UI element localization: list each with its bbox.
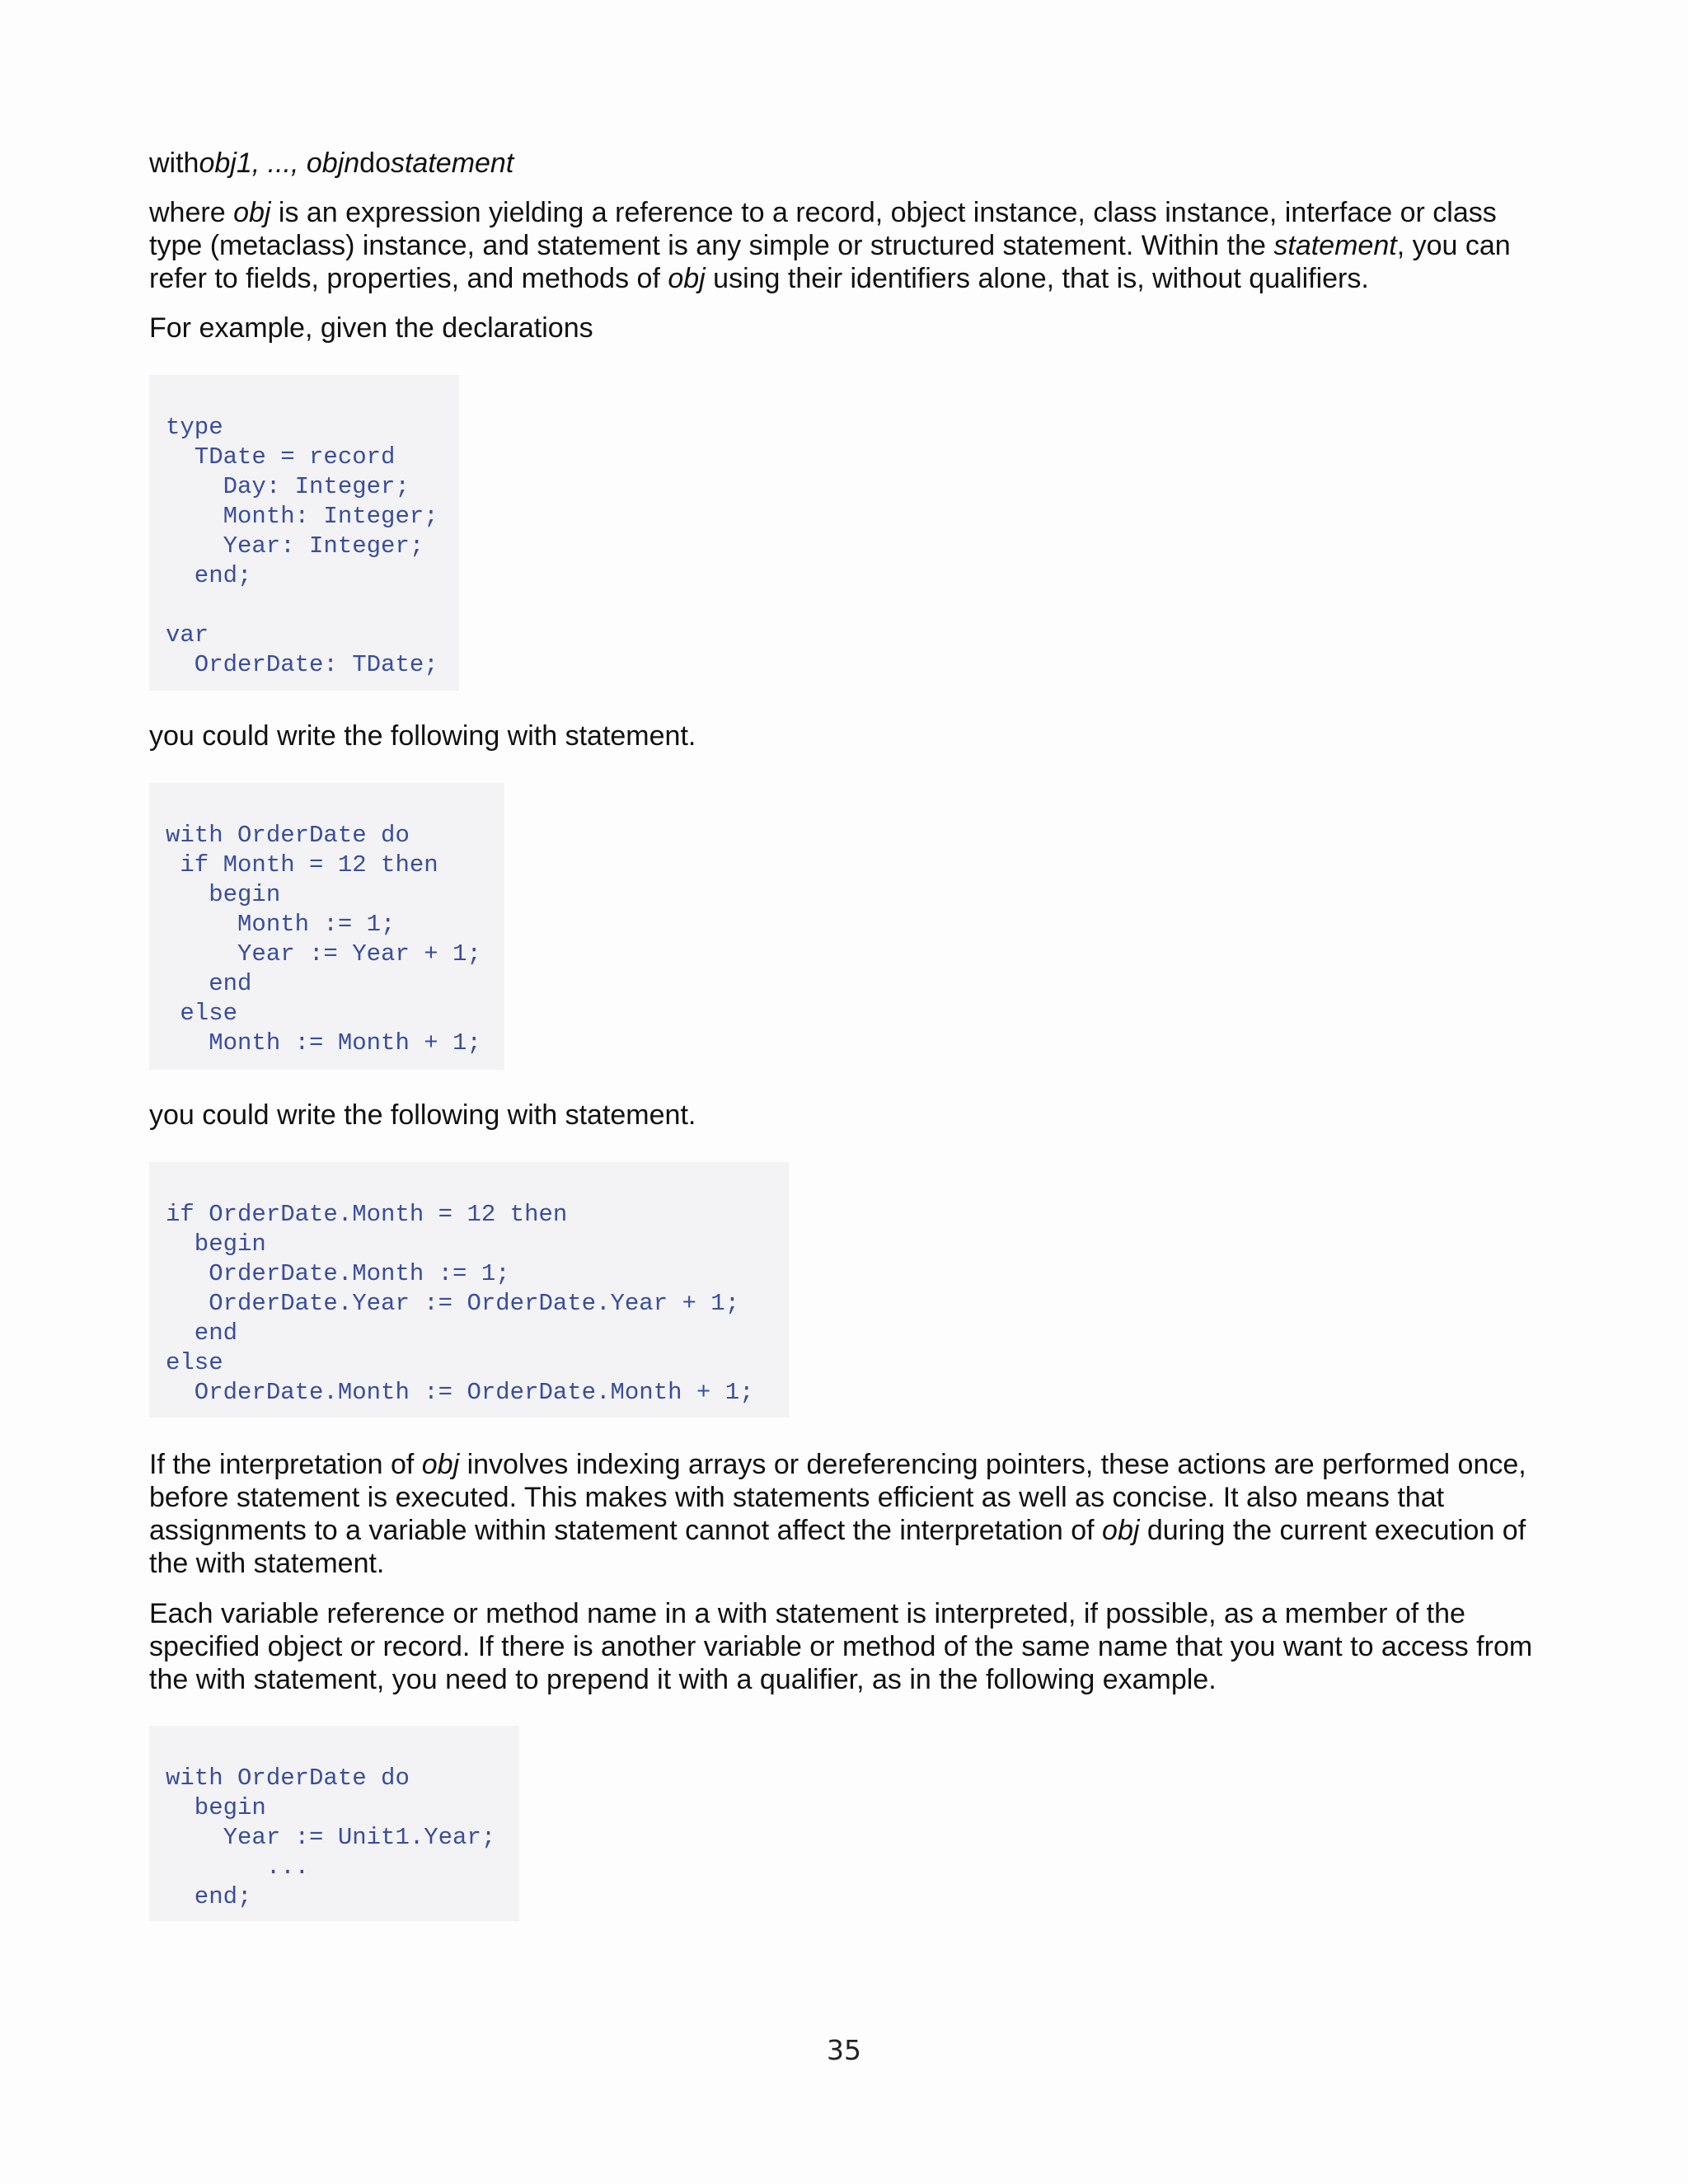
interp-text-3: during the current execution of the with statement.	[149, 1515, 1526, 1579]
syntax-statement: statement	[390, 148, 514, 179]
code-declarations: type TDate = record Day: Integer; Month: Integer; Year: Integer; end; var OrderDate: TDate;	[166, 414, 438, 678]
interpretation-paragraph	[149, 1448, 1550, 1580]
interp-obj-2: obj	[1102, 1515, 1140, 1546]
with-syntax-line	[149, 147, 1550, 180]
example-lead: For example, given the declarations	[149, 312, 593, 344]
intro-paragraph	[149, 196, 1550, 295]
intro-text-2: is an expression yielding a reference to a record, object instance, class instance, interface or class type (metaclass) instance, and statement is any simple or structured statement. Within the	[149, 197, 1497, 261]
code-block-qualified	[149, 1162, 789, 1418]
interp-text-2: involves indexing arrays or dereferencing pointers, these actions are performed once, before statement is executed. This makes with statements efficient as well as concise. It also means that assignments to a variable within statement cannot affect the interpretation of	[149, 1449, 1526, 1546]
code-with: with OrderDate do if Month = 12 then begin Month := 1; Year := Year + 1; end else Month := Month + 1;	[166, 822, 481, 1057]
syntax-do-keyword: do	[359, 148, 391, 179]
interp-text-1: If the interpretation of	[149, 1449, 422, 1480]
code-block-with	[149, 783, 504, 1070]
syntax-with-keyword: with	[149, 148, 199, 179]
intro-text-3: , you can refer to fields, properties, and methods of	[149, 230, 1511, 294]
qualifier-paragraph: Each variable reference or method name in a with statement is interpreted, if possible, as a member of the specified object or record. If there is another variable or method of the same name that you want to access from the with statement, you need to prepend it with a qualifier, as in the following example.	[149, 1598, 1533, 1695]
intro-obj-1: obj	[233, 197, 271, 228]
lead-with-statement-2: you could write the following with statement.	[149, 1099, 696, 1131]
code-block-unit-qualifier	[149, 1726, 519, 1921]
intro-statement: statement	[1273, 230, 1397, 261]
page-number: 35	[827, 2034, 861, 2066]
intro-text-1: where	[149, 197, 234, 228]
lead-with-statement-1: you could write the following with statement.	[149, 720, 696, 752]
intro-text-4: using their identifiers alone, that is, without qualifiers.	[705, 263, 1369, 294]
intro-obj-2: obj	[668, 263, 706, 294]
interp-obj-1: obj	[421, 1449, 460, 1480]
code-unit-qualifier: with OrderDate do begin Year := Unit1.Year; ... end;	[166, 1765, 496, 1910]
code-block-declarations	[149, 375, 459, 691]
code-qualified: if OrderDate.Month = 12 then begin OrderDate.Month := 1; OrderDate.Year := OrderDate.Year + 1; end else OrderDate.Month := OrderDate.Month + 1;	[166, 1201, 754, 1406]
syntax-obj-list: obj1, ..., objn	[199, 148, 360, 179]
